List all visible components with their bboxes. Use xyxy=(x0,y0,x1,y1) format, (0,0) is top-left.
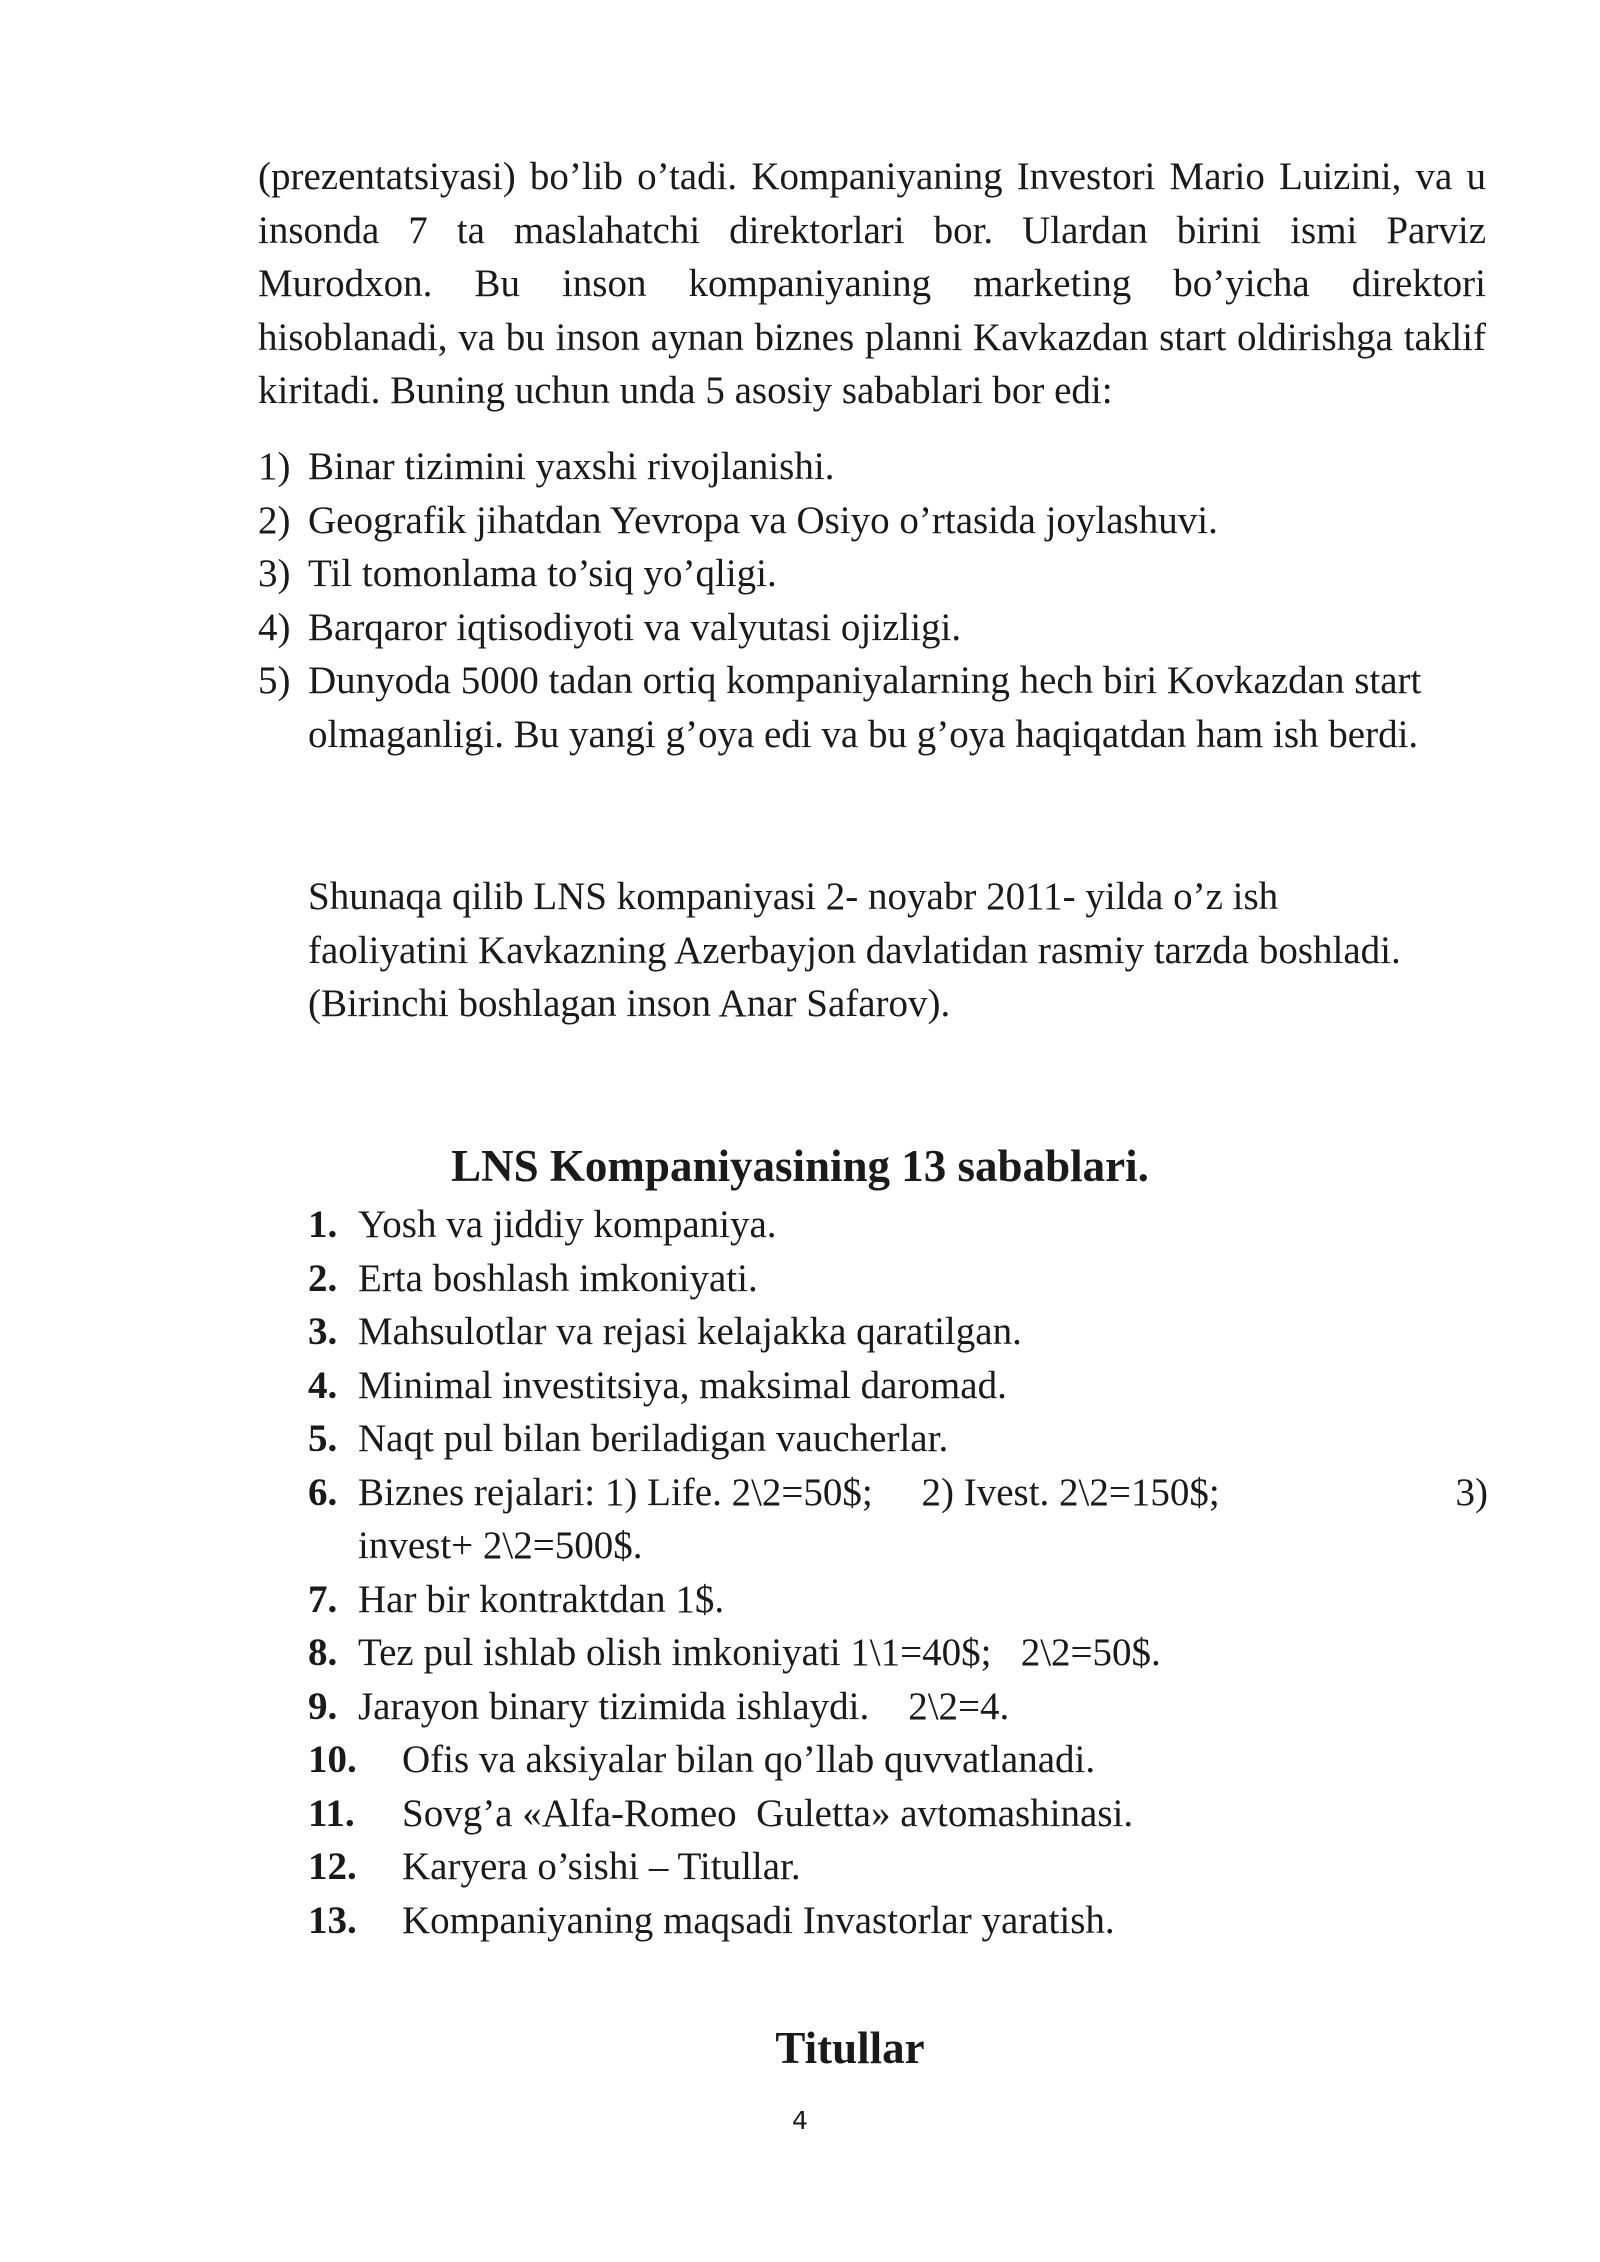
list-item-text: Geografik jihatdan Yevropa va Osiyo o’rtasida joylashuvi. xyxy=(308,498,1218,542)
next-section-heading: Titullar xyxy=(775,2023,925,2073)
list-item-text: Biznes rejalari: 1) Life. 2\2=50$; 2) Ivest. 2\2=150$; xyxy=(358,1470,1220,1514)
advantages-list xyxy=(308,1198,1488,1947)
list-item xyxy=(258,601,1486,655)
list-item xyxy=(308,1466,1488,1573)
list-item-number: 2) xyxy=(258,498,291,542)
list-item-number: 5) xyxy=(258,659,291,702)
list-item-number: 12. xyxy=(308,1845,357,1888)
list-item-text: Mahsulotlar va rejasi kelajakka qaratilgan. xyxy=(358,1310,1022,1353)
list-item-text: Til tomonlama to’siq yo’qligi. xyxy=(308,552,777,595)
list-item-number: 1. xyxy=(308,1203,338,1246)
list-item xyxy=(308,1787,1488,1841)
list-item xyxy=(258,547,1486,601)
list-item xyxy=(308,1252,1488,1306)
list-item-number: 6. xyxy=(308,1470,338,1514)
list-item-text: Minimal investitsiya, maksimal daromad. xyxy=(358,1363,1007,1407)
list-item xyxy=(308,1733,1488,1787)
list-item-line xyxy=(358,1466,1488,1520)
list-item xyxy=(308,1198,1488,1252)
list-item-text: Erta boshlash imkoniyati. xyxy=(358,1256,758,1300)
list-item-number: 3. xyxy=(308,1310,338,1353)
list-item-number: 10. xyxy=(308,1738,357,1781)
list-item xyxy=(308,1359,1488,1413)
list-item-number: 4. xyxy=(308,1363,338,1407)
list-item-number: 13. xyxy=(308,1898,357,1942)
list-item-number: 4) xyxy=(258,605,291,649)
list-item xyxy=(308,1573,1488,1627)
list-item-text: Har bir kontraktdan 1$. xyxy=(358,1577,725,1621)
list-item-number: 9. xyxy=(308,1684,338,1728)
list-item-number: 11. xyxy=(308,1791,355,1835)
list-item-number: 2. xyxy=(308,1256,338,1300)
list-item xyxy=(308,1840,1488,1894)
list-item xyxy=(258,494,1486,548)
list-item-text: Karyera o’sishi – Titullar. xyxy=(402,1845,801,1888)
list-item-text: Sovg’a «Alfa-Romeo Guletta» avtomashinasi. xyxy=(402,1791,1134,1835)
list-item-text: Kompaniyaning maqsadi Invastorlar yaratish. xyxy=(402,1898,1115,1942)
section-heading: LNS Kompaniyasining 13 sabablari. xyxy=(451,1141,1149,1191)
list-item-text: Jarayon binary tizimida ishlaydi. 2\2=4. xyxy=(358,1684,1010,1728)
list-item-text: Yosh va jiddiy kompaniya. xyxy=(358,1203,777,1246)
list-item-text: Ofis va aksiyalar bilan qo’llab quvvatlanadi. xyxy=(402,1738,1096,1781)
list-item xyxy=(308,1626,1488,1680)
list-item-text: Barqaror iqtisodiyoti va valyutasi ojizligi. xyxy=(308,605,962,649)
closing-paragraph: Shunaqa qilib LNS kompaniyasi 2- noyabr 2011- yilda o’z ish faoliyatini Kavkazning Azerbayjon davlatidan rasmiy tarzda boshladi. (Birinchi boshlagan inson Anar Safarov). xyxy=(308,875,1401,1025)
list-item xyxy=(308,1894,1488,1948)
reasons-list xyxy=(258,440,1486,761)
list-item-number: 5. xyxy=(308,1417,338,1460)
list-item-text: 3) xyxy=(1455,1470,1488,1514)
list-item-text: Tez pul ishlab olish imkoniyati 1\1=40$; 2\2=50$. xyxy=(358,1631,1161,1674)
page-number: 4 xyxy=(792,2106,808,2135)
list-item-number: 8. xyxy=(308,1631,338,1674)
list-item-text: invest+ 2\2=500$. xyxy=(358,1524,643,1567)
list-item-number: 3) xyxy=(258,552,291,595)
list-item-text: Binar tizimini yaxshi rivojlanishi. xyxy=(308,445,835,488)
list-item xyxy=(258,654,1486,761)
list-item-text: Dunyoda 5000 tadan ortiq kompaniyalarning hech biri Kovkazdan start olmaganligi. Bu yangi g’oya edi va bu g’oya haqiqatdan ham ish berdi. xyxy=(308,659,1422,756)
list-item xyxy=(308,1680,1488,1734)
list-item xyxy=(308,1305,1488,1359)
list-item-number: 7. xyxy=(308,1577,338,1621)
intro-paragraph: (prezentatsiyasi) bo’lib o’tadi. Kompaniyaning Investori Mario Luizini, va u insonda 7 ta maslahatchi direktorlari bor. Ulardan birini ismi Parviz Murodxon. Bu inson kompaniyaning marketing bo’yicha direktori hisoblanadi, va bu inson aynan biznes planni Kavkazdan start oldirishga taklif kiritadi. Buning uchun unda 5 asosiy sabablari bor edi: xyxy=(258,155,1486,412)
list-item-number: 1) xyxy=(258,445,291,488)
list-item-text: Naqt pul bilan beriladigan vaucherlar. xyxy=(358,1417,949,1460)
list-item xyxy=(258,440,1486,494)
list-item xyxy=(308,1412,1488,1466)
